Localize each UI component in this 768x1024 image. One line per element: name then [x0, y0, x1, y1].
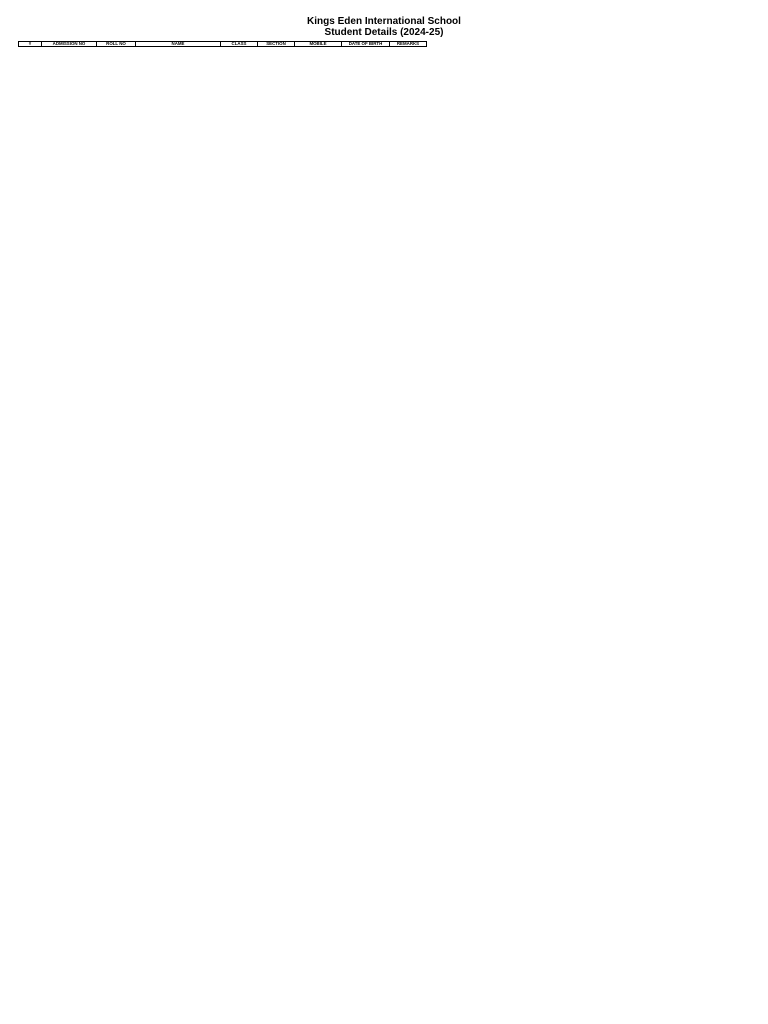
table-header-row: [19, 42, 427, 47]
col-header-class: CLASS: [221, 42, 258, 47]
col-header-mobile: MOBILE: [295, 42, 342, 47]
col-header-date-of-birth: DATE OF BIRTH: [342, 42, 390, 47]
col-header-remarks: REMARKS: [390, 42, 427, 47]
col-header-name: NAME: [136, 42, 221, 47]
col-header-roll-no: ROLL NO: [97, 42, 136, 47]
document-subtitle: Student Details (2024-25): [324, 27, 444, 38]
col-header-admission-no: ADMISSION NO: [42, 42, 97, 47]
col-header-section: SECTION: [258, 42, 295, 47]
student-table: [18, 41, 427, 47]
document-header: [0, 16, 768, 38]
col-header-serial: #: [19, 42, 42, 47]
school-title: Kings Eden International School: [307, 16, 461, 27]
student-table-container: [18, 41, 420, 47]
